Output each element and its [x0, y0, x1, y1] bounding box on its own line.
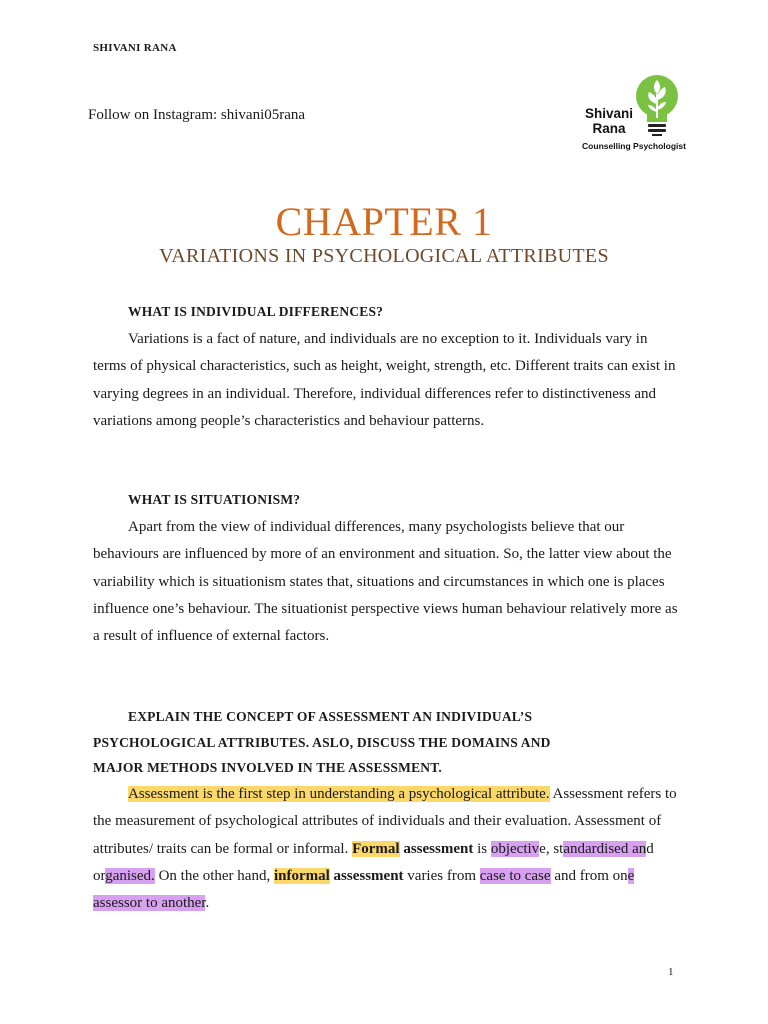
highlight-formal: Formal [352, 840, 400, 857]
heading-line: MAJOR METHODS INVOLVED IN THE ASSESSMENT. [93, 760, 443, 775]
section-body-assessment [93, 781, 678, 917]
chapter-subtitle: VARIATIONS IN PSYCHOLOGICAL ATTRIBUTES [159, 245, 609, 267]
text: d or [93, 840, 654, 884]
highlight-purple: andardised an [563, 840, 647, 857]
section-body-individual-differences [93, 326, 678, 435]
logo-name-line2: Rana [592, 121, 626, 136]
text: and from on [550, 867, 628, 884]
section-body-situationism [93, 514, 678, 650]
text: On the other hand, [154, 867, 274, 884]
highlight-yellow: Assessment is the first step in understanding a psychological attribute. [128, 786, 550, 802]
paragraph: Variations is a fact of nature, and individuals are no exception to it. Individuals vary in terms of physical characteristics, such as height, weight, strength, etc. Different traits can exist in varying degrees in an individual. Therefore, individual differences refer to distinctiveness and variations among people’s characteristics and behaviour patterns. [93, 331, 676, 429]
bold-term: assessment [333, 867, 404, 884]
text: varies from [403, 867, 480, 884]
paragraph: Apart from the view of individual differences, many psychologists believe that our behaviours are influenced by more of an environment and situation. So, the latter view about the variability which is situationism states that, situations and circumstances in which one is places influence one’s behaviour. The situationist perspective views human behaviour relatively more as a result of influence of external factors. [93, 519, 678, 645]
page-number: 1 [668, 966, 674, 978]
instagram-follow: Follow on Instagram: shivani05rana [88, 107, 306, 123]
text: is [473, 840, 491, 857]
heading-line: EXPLAIN THE CONCEPT OF ASSESSMENT AN INDIVIDUAL’S [128, 709, 533, 724]
logo-name-line1: Shivani [584, 106, 633, 121]
lightbulb-plant-icon [635, 74, 679, 138]
paragraph [93, 781, 678, 917]
logo-name [578, 106, 640, 136]
bold-term: assessment [403, 840, 474, 857]
author-header: SHIVANI RANA [93, 42, 177, 54]
highlight-informal: informal [273, 867, 330, 884]
highlight-purple: case to case [479, 867, 551, 884]
logo-subtitle: Counselling Psychologist [582, 141, 686, 151]
logo [568, 72, 698, 156]
section-heading-assessment [93, 704, 683, 781]
heading-line: PSYCHOLOGICAL ATTRIBUTES. ASLO, DISCUSS THE DOMAINS AND [93, 734, 551, 750]
section-heading-individual-differences: WHAT IS INDIVIDUAL DIFFERENCES? [128, 304, 384, 319]
highlight-purple: ganised. [105, 867, 155, 884]
highlight-purple: e assessor to another [93, 867, 635, 912]
chapter-title: CHAPTER 1 [275, 199, 493, 244]
text: Assessment refers to the measurement of psychological attributes of individuals and their evaluation. Assessment of attributes/ traits can be formal or informal. [93, 786, 677, 857]
section-heading-situationism: WHAT IS SITUATIONISM? [128, 492, 301, 507]
highlight-purple: objectiv [490, 840, 540, 857]
text: . [205, 895, 210, 912]
text: e, st [539, 840, 564, 857]
